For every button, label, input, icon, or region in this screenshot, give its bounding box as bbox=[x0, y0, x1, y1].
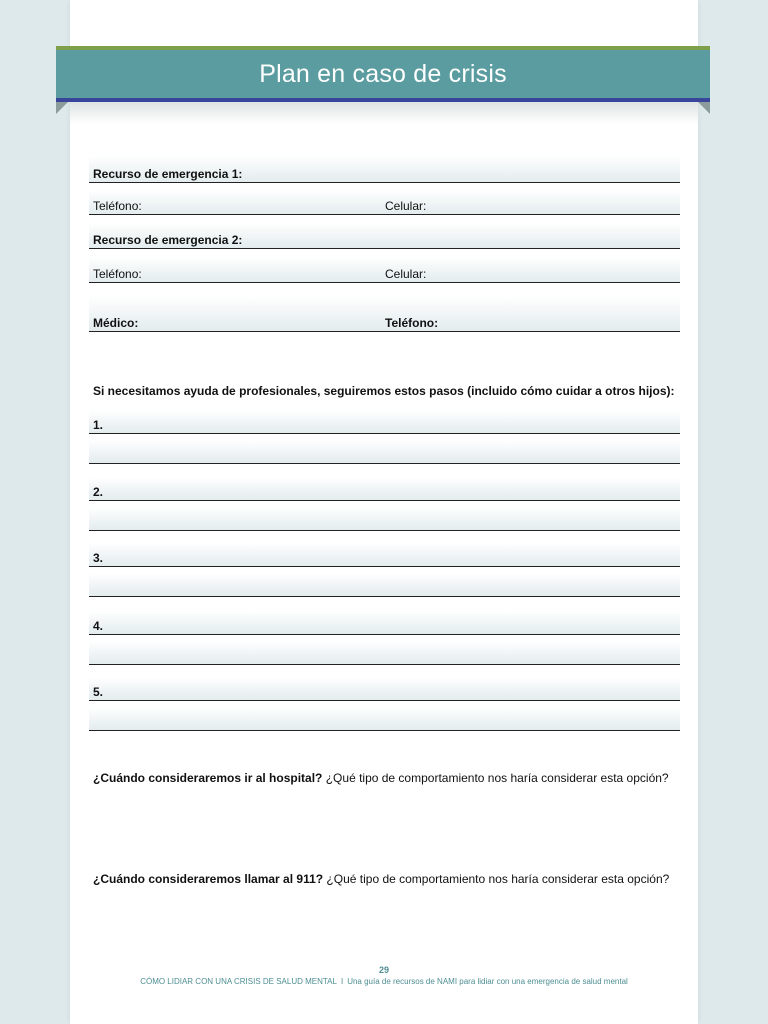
banner-fold-right bbox=[698, 102, 710, 114]
call-911-question-bold: ¿Cuándo consideraremos llamar al 911? bbox=[93, 872, 324, 886]
resource-2-label: Recurso de emergencia 2: bbox=[93, 233, 243, 247]
step-2-line-2[interactable] bbox=[89, 507, 680, 531]
call-911-question-rest: ¿Qué tipo de comportamiento nos haría considerar esta opción? bbox=[323, 872, 670, 886]
doctor-phone-label: Teléfono: bbox=[385, 316, 439, 330]
footer-right: Una guía de recursos de NAMI para lidiar con una emergencia de salud mental bbox=[347, 977, 628, 986]
step-4-line-2[interactable] bbox=[89, 641, 680, 665]
phone-1-label: Teléfono: bbox=[93, 199, 142, 213]
step-4-line[interactable] bbox=[89, 611, 680, 635]
banner-shadow bbox=[70, 102, 698, 124]
call-911-question bbox=[93, 872, 669, 886]
phone-row-1[interactable] bbox=[89, 190, 680, 215]
step-2-number: 2. bbox=[93, 485, 104, 499]
resource-2-field[interactable] bbox=[89, 223, 680, 249]
footer-separator: I bbox=[340, 977, 344, 986]
steps-intro: Si necesitamos ayuda de profesionales, seguiremos estos pasos (incluido cómo cuidar a otros hijos): bbox=[93, 384, 675, 398]
title-banner bbox=[56, 46, 710, 102]
hospital-question-bold: ¿Cuándo consideraremos ir al hospital? bbox=[93, 771, 323, 785]
resource-1-field[interactable] bbox=[89, 156, 680, 183]
page-number: 29 bbox=[378, 965, 389, 975]
phone-row-2[interactable] bbox=[89, 257, 680, 283]
step-5-line[interactable] bbox=[89, 677, 680, 701]
step-3-number: 3. bbox=[93, 551, 104, 565]
step-1-number: 1. bbox=[93, 418, 104, 432]
doctor-row[interactable] bbox=[89, 296, 680, 332]
hospital-question bbox=[93, 771, 669, 785]
step-5-number: 5. bbox=[93, 685, 104, 699]
step-1-line[interactable] bbox=[89, 410, 680, 434]
footer-text bbox=[0, 977, 768, 986]
banner-fold-left bbox=[56, 102, 68, 114]
step-2-line[interactable] bbox=[89, 477, 680, 501]
step-4-number: 4. bbox=[93, 619, 104, 633]
step-1-line-2[interactable] bbox=[89, 440, 680, 464]
phone-2-label: Teléfono: bbox=[93, 267, 142, 281]
doctor-label: Médico: bbox=[93, 316, 139, 330]
cell-2-label: Celular: bbox=[385, 267, 427, 281]
hospital-question-rest: ¿Qué tipo de comportamiento nos haría considerar esta opción? bbox=[322, 771, 669, 785]
step-5-line-2[interactable] bbox=[89, 707, 680, 731]
resource-1-label: Recurso de emergencia 1: bbox=[93, 167, 243, 181]
step-3-line[interactable] bbox=[89, 543, 680, 567]
cell-1-label: Celular: bbox=[385, 199, 427, 213]
step-3-line-2[interactable] bbox=[89, 573, 680, 597]
page-title: Plan en caso de crisis bbox=[259, 60, 507, 88]
footer-left: CÓMO LIDIAR CON UNA CRISIS DE SALUD MENTAL bbox=[140, 977, 337, 986]
